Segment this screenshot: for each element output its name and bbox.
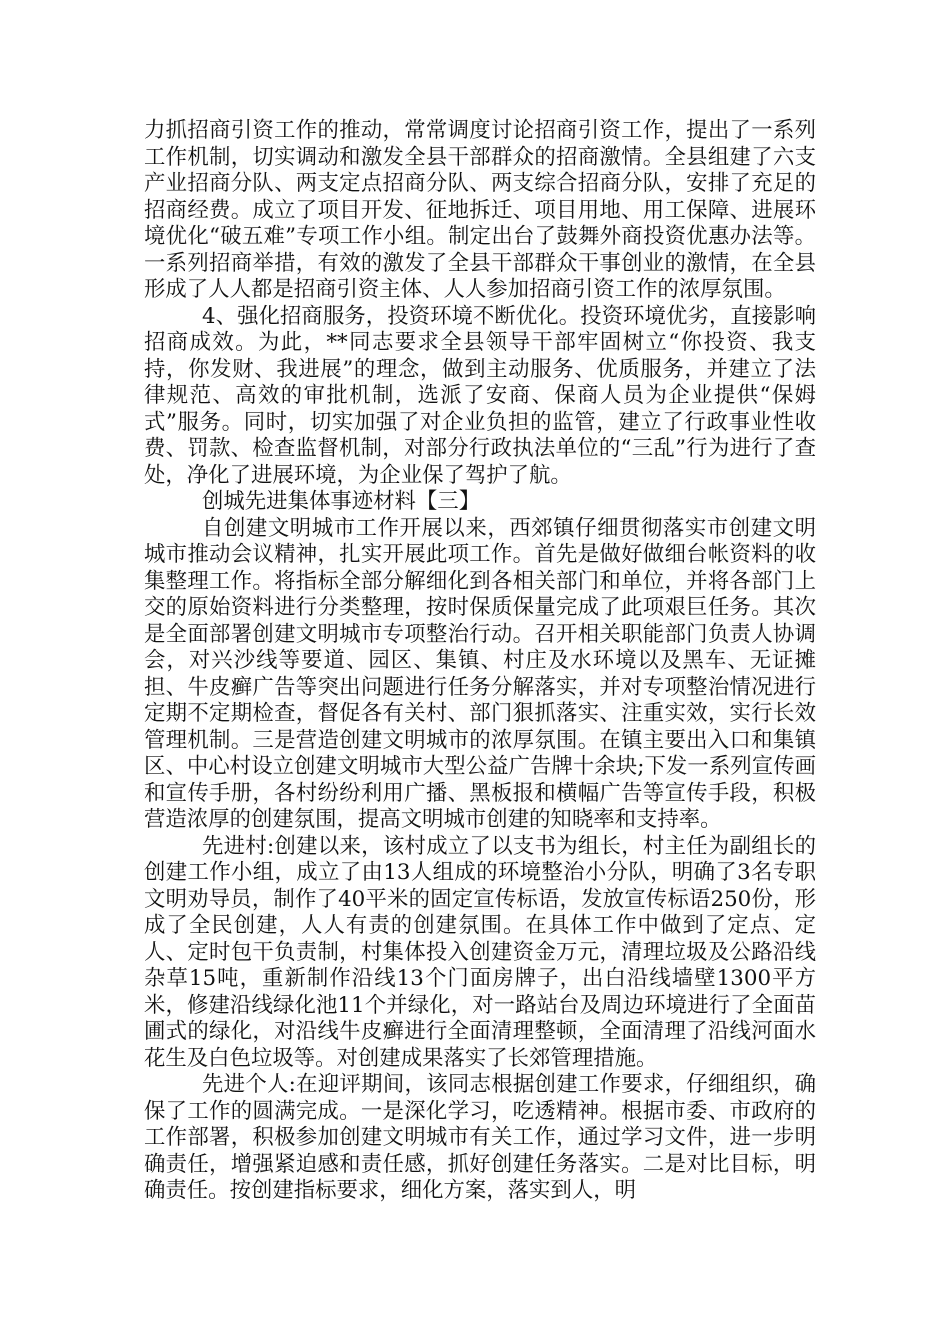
paragraph-3: 自创建文明城市工作开展以来，西郊镇仔细贯彻落实市创建文明城市推动会议精神，扎实开展此项工作。首先是做好做细台帐资料的收集整理工作。将指标全部分解细化到各相关部门和单位，并将各部门上交的原始资料进行分类整理，按时保质保量完成了此项艰巨任务。其次是全面部署创建文明城市专项整治行动。召开相关职能部门负责人协调会，对兴沙线等要道、园区、集镇、村庄及水环境以及黑车、无证摊担、牛皮癣广告等突出问题进行任务分解落实，并对专项整治情况进行定期不定期检查，督促各有关村、部门狠抓落实、注重实效，实行长效管理机制。三是营造创建文明城市的浓厚氛围。在镇主要出入口和集镇区、中心村设立创建文明城市大型公益广告牌十余块;下发一系列宣传画和宣传手册，各村纷纷利用广播、黑板报和横幅广告等宣传手段，积极营造浓厚的创建氛围，提高文明城市创建的知晓率和支持率。 [144, 515, 816, 832]
paragraph-advanced-individual: 先进个人:在迎评期间，该同志根据创建工作要求，仔细组织，确保了工作的圆满完成。一是深化学习，吃透精神。根据市委、市政府的工作部署，积极参加创建文明城市有关工作，通过学习文件，进一步明确责任，增强紧迫感和责任感，抓好创建任务落实。二是对比目标，明确责任。按创建指标要求，细化方案，落实到人，明 [144, 1072, 816, 1203]
document-body [144, 118, 816, 1205]
paragraph-advanced-village: 先进村:创建以来，该村成立了以支书为组长，村主任为副组长的创建工作小组，成立了由13人组成的环境整治小分队，明确了3名专职文明劝导员，制作了40平米的固定宣传标语，发放宣传标语250份，形成了全民创建，人人有责的创建氛围。在具体工作中做到了定点、定人、定时包干负责制，村集体投入创建资金万元，清理垃圾及公路沿线杂草15吨，重新制作沿线13个门面房牌子，出白沿线墙壁1300平方米，修建沿线绿化池11个并绿化，对一路站台及周边环境进行了全面苗圃式的绿化，对沿线牛皮癣进行全面清理整顿，全面清理了沿线河面水花生及白色垃圾等。对创建成果落实了长郊管理措施。 [144, 833, 816, 1071]
paragraph-2: 4、强化招商服务，投资环境不断优化。投资环境优劣，直接影响招商成效。为此，**同志要求全县领导干部牢固树立“你投资、我支持，你发财、我进展”的理念，做到主动服务、优质服务，并建立了法律规范、高效的审批机制，选派了安商、保商人员为企业提供“保姆式”服务。同时，切实加强了对企业负担的监管，建立了行政事业性收费、罚款、检查监督机制，对部分行政执法单位的“三乱”行为进行了查处，净化了进展环境，为企业保了驾护了航。 [144, 303, 816, 488]
paragraph-1: 力抓招商引资工作的推动，常常调度讨论招商引资工作，提出了一系列工作机制，切实调动和激发全县干部群众的招商激情。全县组建了六支产业招商分队、两支定点招商分队、两支综合招商分队，安排了充足的招商经费。成立了项目开发、征地拆迁、项目用地、用工保障、进展环境优化“破五难”专项工作小组。制定出台了鼓舞外商投资优惠办法等。一系列招商举措，有效的激发了全县干部群众干事创业的激情，在全县形成了人人都是招商引资主体、人人参加招商引资工作的浓厚氛围。 [144, 118, 816, 302]
section-heading: 创城先进集体事迹材料【三】 [202, 489, 481, 514]
